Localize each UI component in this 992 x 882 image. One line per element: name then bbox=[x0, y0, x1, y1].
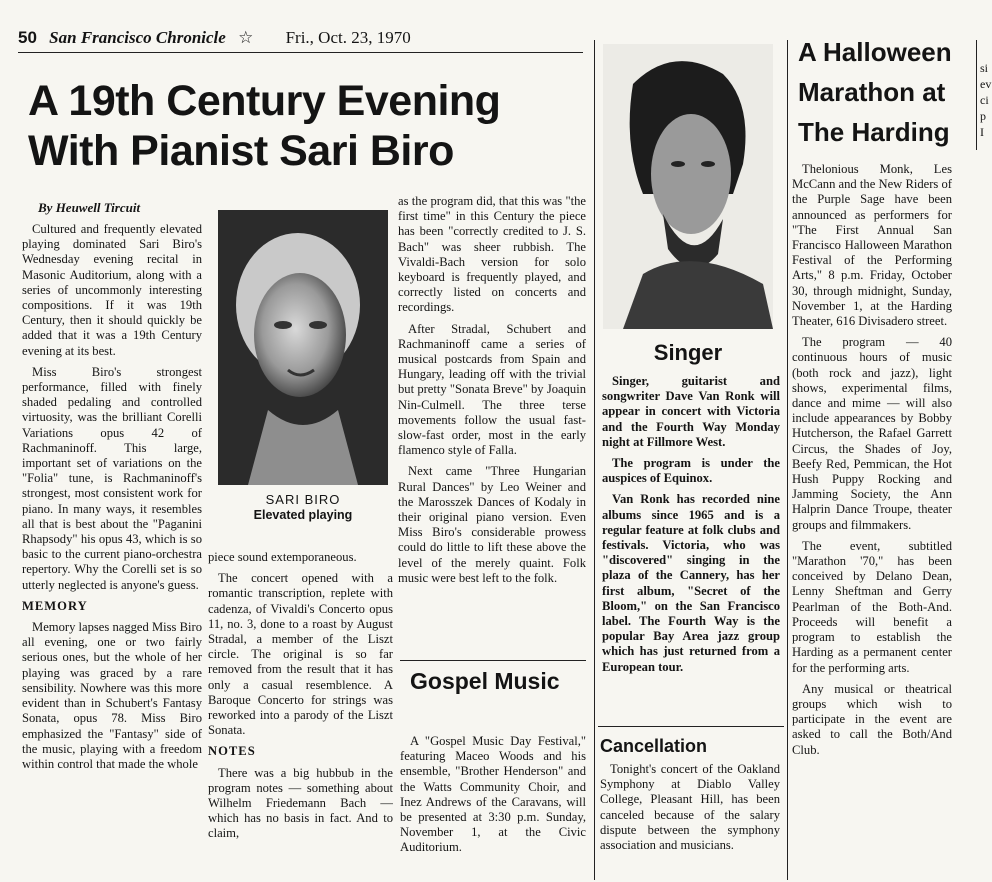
paragraph: Cultured and frequently elevated playing dominated Sari Biro's Wednesday evening recital in Masonic Auditorium, along with a series of uncommonly interesting compositions. If it was 19th Century, then it should quickly be added that it was a 19th Century evening at its best. bbox=[22, 222, 202, 358]
portrait-image bbox=[218, 210, 388, 485]
photo-caption-sub: Elevated playing bbox=[253, 508, 353, 522]
subhead-memory: MEMORY bbox=[22, 598, 88, 613]
paragraph: Thelonious Monk, Les McCann and the New Riders of the Purple Sage have been announced as performers for "The First Annual San Francisco Halloween Marathon Festival of the Performing Arts," 8 p.m. Friday, October 30, through midnight, Sunday, November 1, at the Harding Theater, 616 Divisadero street. bbox=[792, 162, 952, 329]
fragment-line: si bbox=[980, 61, 989, 75]
cancellation-rule bbox=[598, 726, 784, 727]
folio-line bbox=[18, 28, 411, 48]
paragraph: Next came "Three Hungarian Rural Dances" by Leo Weiner and the Marosszek Dances of Kodaly in their original piano version. Even Miss Biro's considerable prowess could do little to lift these above the level of the merely quaint. Folk music were best left to the folk. bbox=[398, 464, 586, 585]
page-number: 50 bbox=[18, 28, 37, 47]
paragraph: Memory lapses nagged Miss Biro all evening, one or two fairly serious ones, but the whole of her playing was graced by a rare sensibility. Nowhere was this more evident than in Schubert's Fantasy Sonata, opus 78. Miss Biro emphasized the "Fantasy" side of the music, playing with a freedom within control that made the whole bbox=[22, 620, 202, 771]
folio-rule bbox=[18, 52, 583, 53]
cancellation-story bbox=[600, 762, 780, 878]
paragraph: A "Gospel Music Day Festival," featuring Maceo Woods and his ensemble, "Brother Henderson" and the Watts Community Choir, and Inez Andrews of the Caravans, will be presented at 3:30 p.m. Sunday, November 1, at the Civic Auditorium. bbox=[400, 734, 586, 855]
main-headline: A 19th Century Evening With Pianist Sari Biro bbox=[28, 77, 501, 175]
issue-date: Fri., Oct. 23, 1970 bbox=[285, 28, 411, 47]
paragraph: Van Ronk has recorded nine albums since 1965 and is a regular feature at folk clubs and festivals. Victoria, who was "discovered" singing in the plaza of the Cannery, has her first album, "Secret of the Bloom," on the San Francisco label. The Fourth Way is the popular Bay Area jazz group which has just returned from a European tour. bbox=[602, 492, 780, 674]
gospel-headline: Gospel Music bbox=[410, 668, 560, 694]
column-rule bbox=[594, 40, 595, 880]
gospel-rule bbox=[400, 660, 586, 661]
newspaper-name: San Francisco Chronicle bbox=[49, 28, 226, 47]
fragment-line: ci bbox=[980, 93, 989, 107]
paragraph: After Stradal, Schubert and Rachmaninoff came a series of musical postcards from Spain and Hungary, leading off with the trivial but pretty "Sonata Breve" by Joaquin Nin-Culmell. The three terse movements follow the usual fast-slow-fast order, most in the early flamenco style of Falla. bbox=[398, 321, 586, 458]
subhead-notes: NOTES bbox=[208, 744, 256, 759]
photo-caption-name: SARI BIRO bbox=[265, 492, 341, 507]
sari-biro-photo bbox=[218, 210, 388, 485]
paragraph: The event, subtitled "Marathon '70," has been conceived by Delano Dean, Lenny Sheftman and Gerry Pearlman of the Both-And. Proceeds will benefit a program to establish the Harding as a permanent center for the performing arts. bbox=[792, 538, 952, 675]
paragraph: Singer, guitarist and songwriter Dave Van Ronk will appear in concert with Victoria and the Fourth Way Monday night at Fillmore West. bbox=[602, 374, 780, 449]
column-rule bbox=[787, 40, 788, 880]
fragment-line: p bbox=[980, 109, 986, 123]
fragment-line: I bbox=[980, 125, 984, 139]
paragraph: The program is under the auspices of Equinox. bbox=[602, 456, 780, 486]
paragraph: The concert opened with a romantic transcription, replete with cadenza, of Vivaldi's Concerto opus 11, no. 3, done to a roast by August Stradal, a member of the Liszt circle. The original is so far removed from the result that it has only a casual resemblence. A Baroque Concerto for strings was reworked into a parody of the Liszt Sonata. bbox=[208, 571, 393, 738]
main-story-col1 bbox=[22, 222, 202, 874]
paragraph: There was a big hubbub in the program notes — something about Wilhelm Friedemann Bach — which has no basis in fact. And to claim, bbox=[208, 765, 393, 841]
edge-rule bbox=[976, 40, 977, 150]
star-icon: ☆ bbox=[238, 28, 254, 47]
singer-story bbox=[602, 374, 780, 714]
paragraph: The program — 40 continuous hours of music (both rock and jazz), light shows, experimental films, dance and mime — will also include appearances by Bobby Hutcherson, the Rafael Garrett Circus, the Shades of Joy, Beefy Red, Pemmican, the Hot Hush Puppy Rocking and Jamming Society, the Ann Halprin Dance Troupe, theater groups and filmmakers. bbox=[792, 335, 952, 532]
halloween-headline: A Halloween Marathon at The Harding bbox=[798, 37, 952, 147]
cancellation-headline: Cancellation bbox=[600, 736, 708, 756]
main-story-col3 bbox=[398, 194, 586, 654]
edge-fragment bbox=[980, 60, 992, 140]
fragment-line: ev bbox=[980, 77, 992, 91]
main-story-col2 bbox=[208, 550, 393, 874]
paragraph: Any musical or theatrical groups which wish to participate in the event are asked to call the Both/And Club. bbox=[792, 681, 952, 757]
paragraph: Miss Biro's strongest performance, filled with finely shaded pedaling and controlled virtuosity, was the brilliant Corelli Variations opus 42 of Rachmaninoff. This large, important set of variations on the "Folia" tune, is Rachmaninoff's strongest, most consistent work for piano. In many ways, it resembles all that is best about the "Paganini Rhapsody" his opus 43, which is so basic to the current piano-orchestra repertory. Why the Corelli set is so utterly neglected is anyone's guess. bbox=[22, 364, 202, 592]
singer-photo bbox=[603, 44, 773, 329]
portrait-image bbox=[603, 44, 773, 329]
paragraph: Tonight's concert of the Oakland Symphony at Diablo Valley College, Pleasant Hill, has been canceled because of the salary dispute between the symphony association and musicians. bbox=[600, 762, 780, 853]
paragraph: as the program did, that this was "the first time" in this Century the piece has been "correctly credited to J. S. Bach" was sheer rubbish. The Vivaldi-Bach version for solo keyboard is frequently played, and correctly listed on concerts and recordings. bbox=[398, 194, 586, 315]
singer-caption: Singer bbox=[653, 340, 723, 365]
byline: By Heuwell Tircuit bbox=[38, 200, 141, 215]
gospel-story bbox=[400, 734, 586, 874]
paragraph: piece sound extemporaneous. bbox=[208, 550, 357, 564]
halloween-story bbox=[792, 162, 952, 878]
